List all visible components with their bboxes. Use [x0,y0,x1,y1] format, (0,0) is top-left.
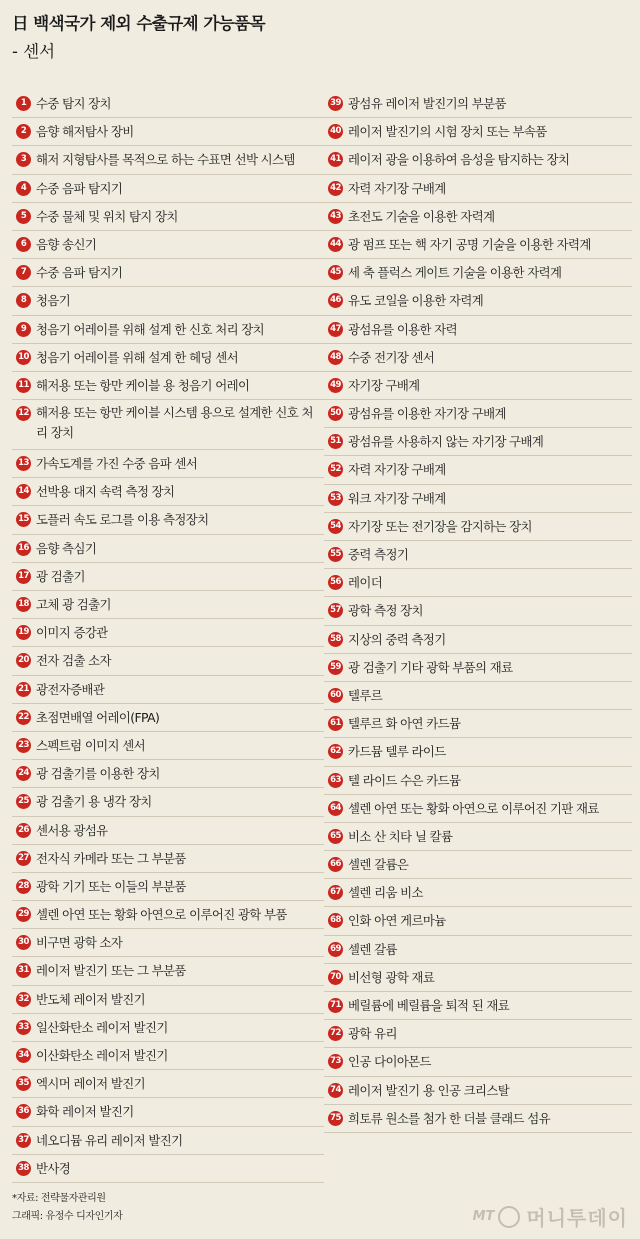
list-item [12,478,324,506]
item-label: 광섬유를 사용하지 않는 자기장 구배계 [348,434,544,450]
list-item [12,676,324,704]
item-label: 엑시머 레이저 발진기 [36,1076,146,1092]
item-label: 자기장 또는 전기장을 감지하는 장치 [348,518,532,534]
item-label: 수중 전기장 센서 [348,349,435,365]
item-label: 셀렌 갈륨 [348,941,397,957]
item-label: 청음기 어레이를 위해 설계 한 신호 처리 장치 [36,321,265,337]
item-number-badge: 59 [328,660,343,675]
list-item [324,682,632,710]
item-number-badge: 67 [328,885,343,900]
item-label: 레이저 발진기 용 인공 크리스탈 [348,1082,510,1098]
list-item [12,1014,324,1042]
item-number-badge: 61 [328,716,343,731]
item-number-badge: 43 [328,209,343,224]
footer [12,1190,122,1226]
item-label: 청음기 [36,293,71,309]
item-label: 음향 해저탐사 장비 [36,124,134,140]
item-number-badge: 7 [16,265,31,280]
item-label: 인공 다이아몬드 [348,1054,431,1070]
list-item [12,400,324,450]
item-label: 도플러 속도 로그를 이용 측정장치 [36,512,209,528]
item-number-badge: 39 [328,96,343,111]
header [12,12,265,64]
list-item [324,175,632,203]
item-label: 자기장 구배계 [348,377,420,393]
publisher-logo [473,1202,628,1231]
item-number-badge: 4 [16,181,31,196]
list-item [324,767,632,795]
list-item [324,1048,632,1076]
item-label: 초점면배열 어레이(FPA) [36,709,160,725]
item-label: 해저용 또는 항만 케이블 시스템 용으로 설계한 신호 처리 장치 [36,405,313,441]
list-item [324,879,632,907]
list-item [12,1098,324,1126]
item-label: 레이저 광을 이용하여 음성을 탐지하는 장치 [348,152,570,168]
list-item [12,175,324,203]
list-item [324,513,632,541]
item-number-badge: 24 [16,766,31,781]
list-item [324,541,632,569]
list-item [324,485,632,513]
item-label: 텔루르 [348,687,383,703]
item-label: 세 축 플럭스 게이트 기술을 이용한 자력계 [348,265,562,281]
item-number-badge: 23 [16,738,31,753]
item-label: 이미지 증강관 [36,625,108,641]
item-label: 레이저 발진기 또는 그 부분품 [36,963,186,979]
item-number-badge: 57 [328,603,343,618]
item-label: 가속도계를 가진 수중 음파 센서 [36,456,198,472]
item-number-badge: 25 [16,794,31,809]
list-item [12,344,324,372]
list-item [324,90,632,118]
list-item [324,795,632,823]
list-item [12,619,324,647]
list-item [324,146,632,174]
list-item [324,823,632,851]
item-label: 광학 측정 장치 [348,603,423,619]
list-item [12,90,324,118]
item-label: 전자식 카메라 또는 그 부분품 [36,850,186,866]
item-number-badge: 40 [328,124,343,139]
list-item [12,845,324,873]
list-item [12,118,324,146]
logo-mt: MT [472,1209,495,1224]
item-label: 광학 유리 [348,1026,397,1042]
item-label: 중력 측정기 [348,547,409,562]
item-number-badge: 22 [16,710,31,725]
list-item [12,817,324,845]
item-label: 베릴륨에 베릴륨을 퇴적 된 재료 [348,998,510,1013]
item-label: 해저용 또는 항만 케이블 용 청음기 어레이 [36,377,250,393]
item-label: 지상의 중력 측정기 [348,631,446,647]
item-number-badge: 5 [16,209,31,224]
item-number-badge: 69 [328,942,343,957]
item-number-badge: 64 [328,801,343,816]
item-label: 청음기 어레이를 위해 설계 한 헤딩 센서 [36,349,238,365]
item-number-badge: 50 [328,406,343,421]
item-number-badge: 74 [328,1083,343,1098]
list-item [12,203,324,231]
item-label: 레이더 [348,575,383,591]
list-item [12,506,324,534]
list-item [324,626,632,654]
item-number-badge: 9 [16,322,31,337]
item-label: 유도 코일을 이용한 자력계 [348,293,484,309]
item-number-badge: 8 [16,293,31,308]
list-item [12,760,324,788]
list-item [12,259,324,287]
item-number-badge: 52 [328,462,343,477]
item-number-badge: 32 [16,992,31,1007]
item-label: 셀렌 아연 또는 황화 아연으로 이루어진 광학 부품 [36,907,287,923]
item-label: 음향 송신기 [36,236,97,252]
list-item [12,316,324,344]
item-label: 광섬유를 이용한 자력 [348,321,458,337]
list-item [12,647,324,675]
list-item [12,450,324,478]
list-item [324,597,632,625]
item-number-badge: 71 [328,998,343,1013]
item-number-badge: 36 [16,1104,31,1119]
item-label: 텔루르 화 아연 카드뮴 [348,716,461,732]
item-number-badge: 70 [328,970,343,985]
list-item [12,535,324,563]
item-number-badge: 58 [328,632,343,647]
source-note: *자료: 전략물자관리원 [12,1193,106,1204]
list-item [324,907,632,935]
item-number-badge: 26 [16,823,31,838]
list-item [324,287,632,315]
item-label: 스펙트럼 이미지 센서 [36,737,146,753]
item-number-badge: 27 [16,851,31,866]
list-item [12,1127,324,1155]
logo-text: 머니투데이 [526,1206,628,1230]
item-number-badge: 29 [16,907,31,922]
item-number-badge: 75 [328,1111,343,1126]
item-number-badge: 11 [16,378,31,393]
item-label: 비소 산 치타 닐 칼륨 [348,828,453,844]
item-label: 비구면 광학 소자 [36,935,123,951]
list-item [324,400,632,428]
item-label: 광 검출기 용 냉각 장치 [36,794,152,810]
list-item [12,231,324,259]
page-title: 日 백색국가 제외 수출규제 가능품목 [12,14,266,33]
item-label: 광전자증배관 [36,681,105,697]
right-item-list [324,90,632,1133]
item-label: 수중 음파 탐지기 [36,265,123,281]
item-label: 광 검출기를 이용한 장치 [36,766,160,782]
list-item [324,231,632,259]
item-number-badge: 60 [328,688,343,703]
item-label: 수중 탐지 장치 [36,96,111,111]
item-number-badge: 16 [16,541,31,556]
graphic-credit: 그래픽: 유정수 디자인기자 [12,1211,123,1222]
item-label: 광학 기기 또는 이들의 부분품 [36,878,186,894]
item-label: 희토류 원소를 첨가 한 더블 클래드 섬유 [348,1110,550,1126]
item-number-badge: 46 [328,293,343,308]
logo-mark-icon [498,1206,520,1228]
item-number-badge: 17 [16,569,31,584]
list-item [324,851,632,879]
item-label: 워크 자기장 구배계 [348,490,446,506]
item-label: 반도체 레이저 발진기 [36,991,146,1007]
item-number-badge: 34 [16,1048,31,1063]
item-label: 해저 지형탐사를 목적으로 하는 수표면 선박 시스템 [36,152,295,168]
item-label: 광섬유를 이용한 자기장 구배계 [348,406,506,422]
item-label: 이산화탄소 레이저 발진기 [36,1048,168,1063]
list-item [12,591,324,619]
item-number-badge: 41 [328,152,343,167]
list-item [324,1020,632,1048]
item-label: 일산화탄소 레이저 발진기 [36,1019,168,1035]
list-item [324,936,632,964]
list-item [12,873,324,901]
item-label: 인화 아연 게르마늄 [348,913,446,929]
item-number-badge: 66 [328,857,343,872]
item-label: 고체 광 검출기 [36,597,111,612]
list-item [12,732,324,760]
list-item [324,992,632,1020]
item-label: 초전도 기술을 이용한 자력계 [348,208,495,224]
item-number-badge: 14 [16,484,31,499]
item-number-badge: 68 [328,913,343,928]
item-number-badge: 48 [328,350,343,365]
item-number-badge: 56 [328,575,343,590]
list-item [324,344,632,372]
item-number-badge: 19 [16,625,31,640]
item-label: 광섬유 레이저 발진기의 부분품 [348,96,506,111]
item-number-badge: 62 [328,744,343,759]
item-number-badge: 51 [328,434,343,449]
left-item-list [12,90,324,1183]
list-item [324,203,632,231]
item-label: 음향 측심기 [36,540,97,556]
list-item [324,456,632,484]
list-item [12,563,324,591]
item-number-badge: 10 [16,350,31,365]
item-label: 자력 자기장 구배계 [348,462,446,478]
item-number-badge: 2 [16,124,31,139]
list-item [324,259,632,287]
item-label: 반사경 [36,1160,71,1176]
item-number-badge: 12 [16,406,31,421]
item-label: 텔 라이드 수은 카드뮴 [348,772,461,788]
item-label: 광 펌프 또는 핵 자기 공명 기술을 이용한 자력계 [348,236,591,252]
item-number-badge: 18 [16,597,31,612]
list-item [324,1105,632,1133]
list-item [12,901,324,929]
item-number-badge: 33 [16,1020,31,1035]
item-label: 센서용 광섬유 [36,822,108,838]
list-item [12,287,324,315]
list-item [12,1155,324,1183]
item-label: 카드뮴 텔루 라이드 [348,744,446,760]
list-item [324,428,632,456]
list-item [324,118,632,146]
item-label: 셀렌 갈륨은 [348,857,409,873]
item-label: 전자 검출 소자 [36,653,111,669]
list-item [324,372,632,400]
list-item [12,986,324,1014]
list-item [324,654,632,682]
item-label: 수중 물체 및 위치 탐지 장치 [36,208,178,224]
item-label: 비선형 광학 재료 [348,969,435,985]
list-item [12,372,324,400]
item-number-badge: 38 [16,1161,31,1176]
item-label: 광 검출기 [36,568,85,584]
item-label: 셀렌 리움 비소 [348,885,423,901]
item-number-badge: 63 [328,773,343,788]
item-number-badge: 65 [328,829,343,844]
item-number-badge: 44 [328,237,343,252]
item-number-badge: 21 [16,682,31,697]
list-item [12,957,324,985]
list-item [12,704,324,732]
list-item [324,316,632,344]
item-label: 수중 음파 탐지기 [36,180,123,196]
list-item [12,1042,324,1070]
item-label: 네오디뮴 유리 레이저 발진기 [36,1132,183,1148]
item-number-badge: 15 [16,512,31,527]
item-number-badge: 73 [328,1054,343,1069]
item-number-badge: 55 [328,547,343,562]
item-number-badge: 37 [16,1133,31,1148]
list-item [12,929,324,957]
item-number-badge: 35 [16,1076,31,1091]
list-item [12,788,324,816]
item-number-badge: 28 [16,879,31,894]
item-number-badge: 6 [16,237,31,252]
item-number-badge: 72 [328,1026,343,1041]
list-item [324,738,632,766]
item-label: 자력 자기장 구배계 [348,180,446,196]
item-label: 셀렌 아연 또는 황화 아연으로 이루어진 기판 재료 [348,800,599,816]
list-item [324,1077,632,1105]
page-subtitle: - 센서 [12,42,56,61]
item-number-badge: 1 [16,96,31,111]
item-label: 선박용 대지 속력 측정 장치 [36,484,175,500]
list-item [324,569,632,597]
list-item [12,146,324,174]
list-item [12,1070,324,1098]
item-number-badge: 3 [16,152,31,167]
item-number-badge: 54 [328,519,343,534]
item-number-badge: 13 [16,456,31,471]
item-number-badge: 45 [328,265,343,280]
item-number-badge: 30 [16,935,31,950]
item-number-badge: 20 [16,653,31,668]
item-number-badge: 53 [328,491,343,506]
item-label: 화학 레이저 발진기 [36,1104,134,1120]
list-item [324,710,632,738]
item-label: 레이저 발진기의 시험 장치 또는 부속품 [348,124,547,140]
item-number-badge: 49 [328,378,343,393]
item-number-badge: 42 [328,181,343,196]
item-label: 광 검출기 기타 광학 부품의 재료 [348,659,513,675]
item-number-badge: 47 [328,322,343,337]
item-number-badge: 31 [16,963,31,978]
list-item [324,964,632,992]
